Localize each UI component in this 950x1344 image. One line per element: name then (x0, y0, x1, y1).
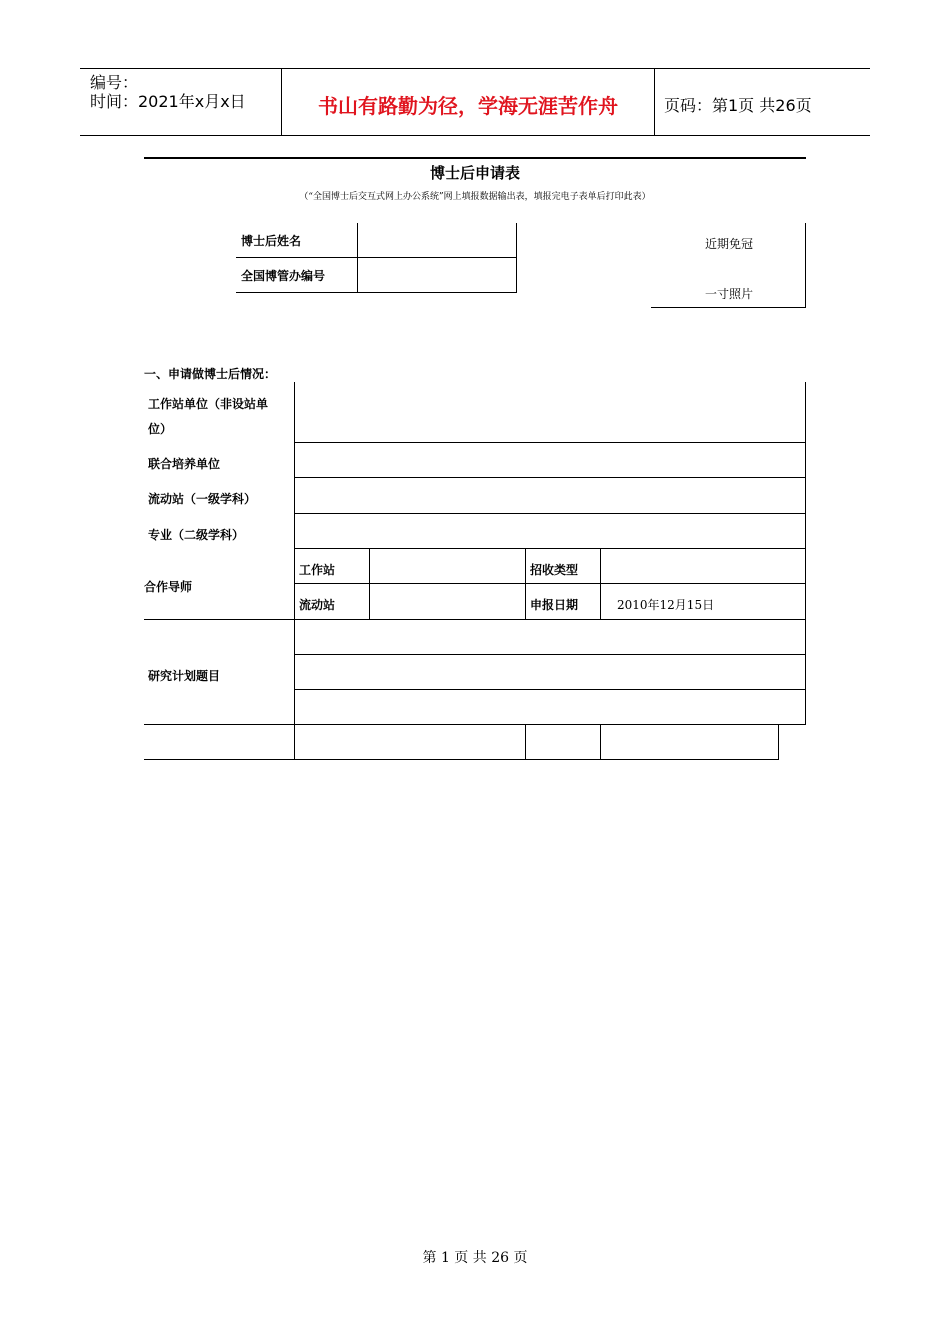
header-page-info: 页码：第1页 共26页 (664, 96, 812, 115)
table-line (294, 513, 806, 514)
joint-training-unit-label: 联合培养单位 (148, 457, 221, 471)
header-divider (654, 68, 655, 135)
table-line (778, 724, 779, 760)
title-rule (144, 157, 806, 159)
research-title-label: 研究计划题目 (148, 669, 221, 683)
table-line (294, 654, 806, 655)
table-line (525, 548, 526, 619)
advisor-work-station-label: 工作站 (299, 563, 336, 577)
id-label: 全国博管办编号 (236, 258, 358, 293)
section-title: 一、申请做博士后情况： (144, 367, 277, 381)
work-station-unit-label: 位） (148, 422, 173, 436)
table-line (600, 724, 601, 760)
table-line (805, 382, 806, 725)
report-date-label: 申报日期 (530, 598, 579, 612)
page-footer: 第 1 页 共 26 页 (422, 1250, 528, 1266)
table-line (144, 759, 778, 760)
header-top-rule (80, 68, 870, 69)
table-line (294, 442, 806, 443)
form-subtitle: （“全国博士后交互式网上办公系统”网上填报数据输出表，填报完电子表单后打印此表） (299, 192, 651, 202)
header-motto: 书山有路勤为径，学海无涯苦作舟 (318, 94, 618, 118)
form-title: 博士后申请表 (429, 164, 520, 182)
table-line (525, 724, 526, 760)
recruit-type-label: 招收类型 (530, 563, 579, 577)
table-line (600, 548, 601, 619)
table-line (294, 477, 806, 478)
doc-number-label: 编号： (90, 73, 139, 92)
photo-box-border (651, 307, 806, 308)
table-line (144, 724, 806, 725)
name-label: 博士后姓名 (236, 223, 358, 258)
table-line (294, 583, 806, 584)
major-label: 专业（二级学科） (148, 528, 245, 542)
advisor-mobile-station-label: 流动站 (299, 598, 336, 612)
header-bottom-rule (80, 135, 870, 136)
applicant-id-table (236, 223, 517, 293)
id-field[interactable] (358, 258, 517, 293)
mobile-station-label: 流动站（一级学科） (148, 492, 257, 506)
table-line (294, 548, 806, 549)
photo-caption: 一寸照片 (705, 287, 754, 301)
photo-box-border (805, 223, 806, 308)
table-line (294, 382, 295, 760)
work-station-unit-label: 工作站单位（非设站单 (148, 397, 269, 411)
table-line (144, 619, 806, 620)
name-field[interactable] (358, 223, 517, 258)
photo-caption: 近期免冠 (705, 237, 754, 251)
table-line (294, 689, 806, 690)
table-line (369, 548, 370, 619)
doc-date: 时间：2021年x月x日 (90, 92, 246, 111)
report-date-value: 2010年12月15日 (617, 598, 715, 612)
advisor-label: 合作导师 (144, 580, 193, 594)
